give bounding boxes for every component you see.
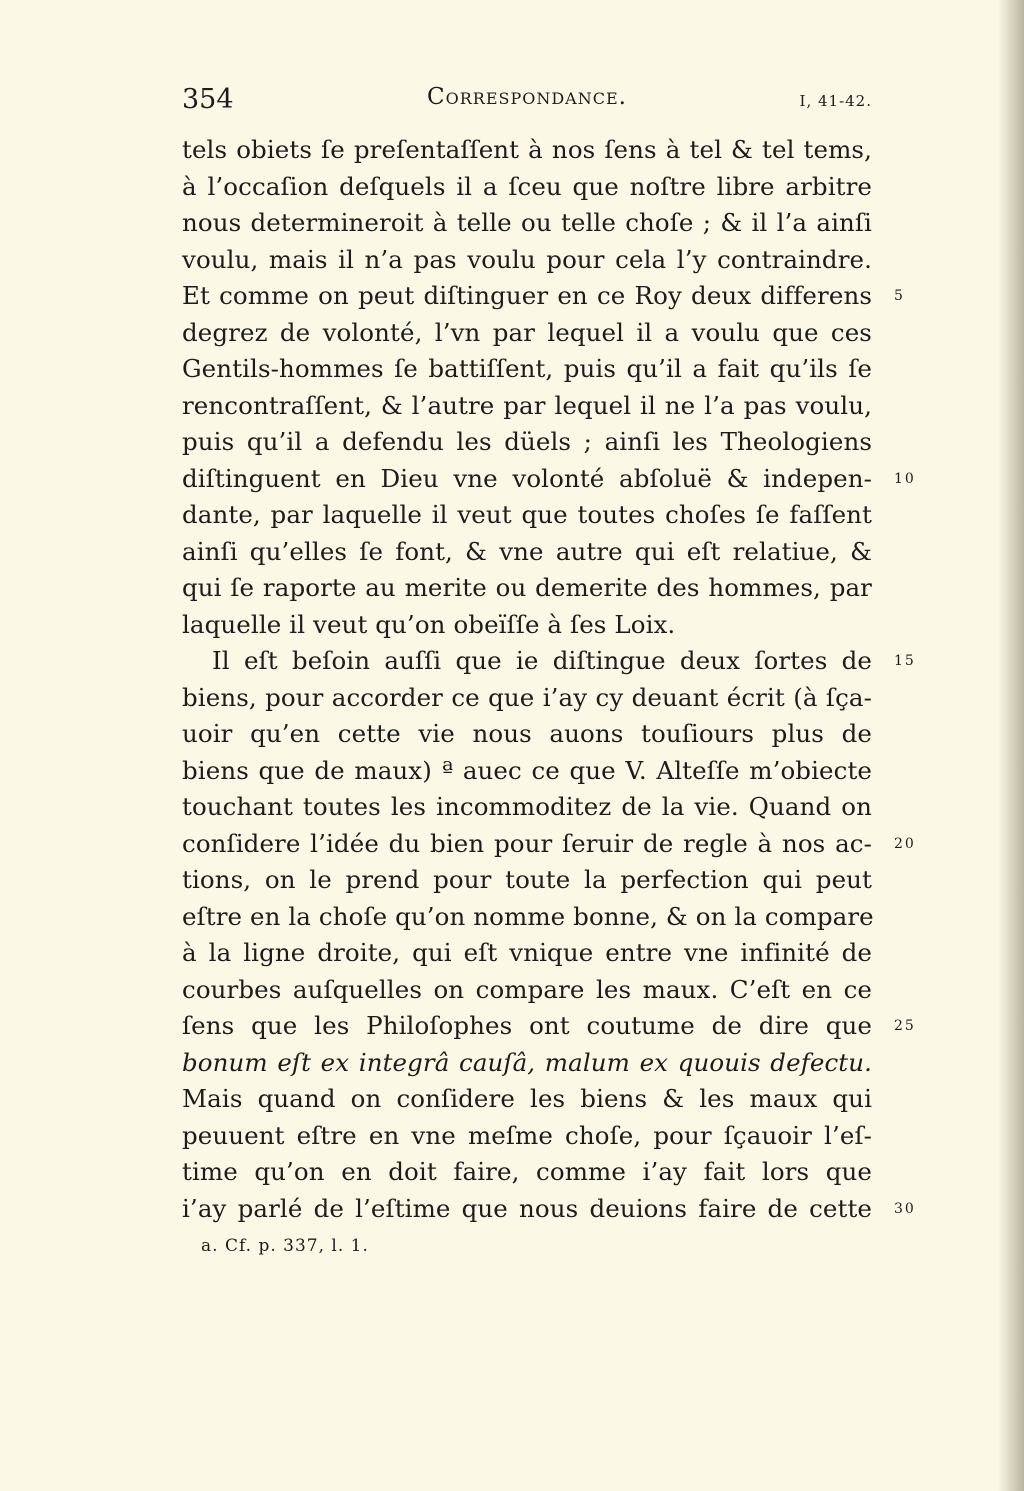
- line-text: tions, on le prend pour toute la perfection qui peut: [182, 865, 872, 894]
- line-text: time qu’on en doit faire, comme i’ay fait lors que: [182, 1157, 872, 1186]
- line-text: Gentils-hommes ſe battiſſent, puis qu’il a fait qu’ils ſe: [182, 354, 872, 383]
- text-line: [182, 315, 872, 352]
- text-line: [182, 643, 916, 680]
- line-text: Mais quand on conſidere les biens & les maux qui: [182, 1084, 872, 1113]
- line-text: ainſi qu’elles ſe font, & vne autre qui eſt relatiue, &: [182, 536, 872, 566]
- page-number: 354: [182, 84, 234, 115]
- text-line: [182, 205, 872, 242]
- line-text: puis qu’il a defendu les düels ; ainſi les Theologiens: [182, 427, 872, 456]
- text-line: [182, 753, 872, 790]
- text-line: [182, 1008, 916, 1045]
- text-line: [182, 899, 872, 936]
- line-text: peuuent eſtre en vne meſme choſe, pour ſçauoir l’eſ-: [182, 1120, 872, 1150]
- text-line: [182, 826, 916, 863]
- footnote: a. Cf. p. 337, l. 1.: [201, 1236, 369, 1256]
- text-line: [182, 132, 872, 169]
- page-header: [182, 84, 872, 124]
- text-line: [182, 607, 872, 644]
- line-text: bonum eſt ex integrâ cauſâ, malum ex quouis defectu.: [182, 1047, 872, 1077]
- line-number: 10: [894, 470, 916, 487]
- body-text: [182, 132, 916, 1227]
- text-line: [182, 169, 872, 206]
- text-line: [182, 497, 872, 534]
- text-line: [182, 1045, 872, 1082]
- text-line: [182, 1118, 872, 1155]
- page-edge-shadow: [998, 0, 1024, 1491]
- line-text: i’ay parlé de l’eſtime que nous deuions faire de cette: [182, 1193, 872, 1223]
- text-line: [182, 388, 872, 425]
- running-title: Correspondance.: [427, 84, 627, 110]
- text-line: [182, 789, 872, 826]
- line-text: nous determineroit à telle ou telle choſe ; & il l’a ainſi: [182, 208, 872, 237]
- text-line: [182, 716, 872, 753]
- text-line: [182, 534, 872, 571]
- line-text: dante, par laquelle il veut que toutes choſes ſe faſſent: [182, 500, 872, 529]
- line-text: uoir qu’en cette vie nous auons touſiours plus de: [182, 719, 872, 748]
- line-text: degrez de volonté, l’vn par lequel il a voulu que ces: [182, 317, 872, 347]
- text-line: [182, 935, 872, 972]
- line-number: 15: [894, 653, 916, 669]
- line-text: qui ſe raporte au merite ou demerite des hommes, par: [182, 573, 872, 602]
- line-text: ſens que les Philoſophes ont coutume de dire que: [182, 1011, 872, 1040]
- line-text: à la ligne droite, qui eſt vnique entre vne infinité de: [182, 938, 872, 967]
- text-line: [182, 461, 916, 498]
- text-line: [182, 680, 872, 717]
- text-line: [182, 862, 872, 899]
- text-line: [182, 242, 872, 279]
- line-text: rencontraſſent, & l’autre par lequel il ne l’a pas voulu,: [182, 390, 872, 420]
- line-number: 30: [894, 1200, 916, 1217]
- line-number: 5: [894, 288, 905, 304]
- text-line: [182, 278, 905, 315]
- line-text: biens que de maux) ª auec ce que V. Alteſſe m’obiecte: [182, 755, 872, 785]
- text-line: [182, 424, 872, 461]
- line-text: touchant toutes les incommoditez de la vie. Quand on: [182, 792, 872, 821]
- line-text: Et comme on peut diſtinguer en ce Roy deux differens: [182, 281, 872, 310]
- line-text: Il eſt beſoin auſſi que ie diſtingue deux ſortes de: [212, 646, 872, 675]
- line-text: conſidere l’idée du bien pour ſeruir de regle à nos ac-: [182, 828, 872, 858]
- line-text: laquelle il veut qu’on obeïſſe à ſes Loix.: [182, 609, 676, 639]
- line-text: tels obiets ſe preſentaſſent à nos ſens à tel & tel tems,: [182, 135, 872, 164]
- text-line: [182, 972, 872, 1009]
- page-reference: I, 41-42.: [799, 92, 872, 110]
- line-text: diſtinguent en Dieu vne volonté abſoluë & indepen-: [182, 463, 872, 493]
- text-line: [182, 1154, 872, 1191]
- text-line: [182, 351, 872, 388]
- line-number: 20: [894, 835, 916, 852]
- line-text: courbes auſquelles on compare les maux. C’eſt en ce: [182, 974, 872, 1004]
- line-text: biens, pour accorder ce que i’ay cy deuant écrit (à ſça-: [182, 682, 872, 712]
- text-line: [182, 570, 872, 607]
- text-line: [182, 1191, 916, 1228]
- line-text: voulu, mais il n’a pas voulu pour cela l’y contraindre.: [182, 244, 872, 274]
- line-text: à l’occaſion deſquels il a ſceu que noſtre libre arbitre: [182, 171, 872, 201]
- line-number: 25: [894, 1018, 916, 1034]
- line-text: eſtre en la choſe qu’on nomme bonne, & on la compare: [182, 901, 874, 931]
- text-line: [182, 1081, 872, 1118]
